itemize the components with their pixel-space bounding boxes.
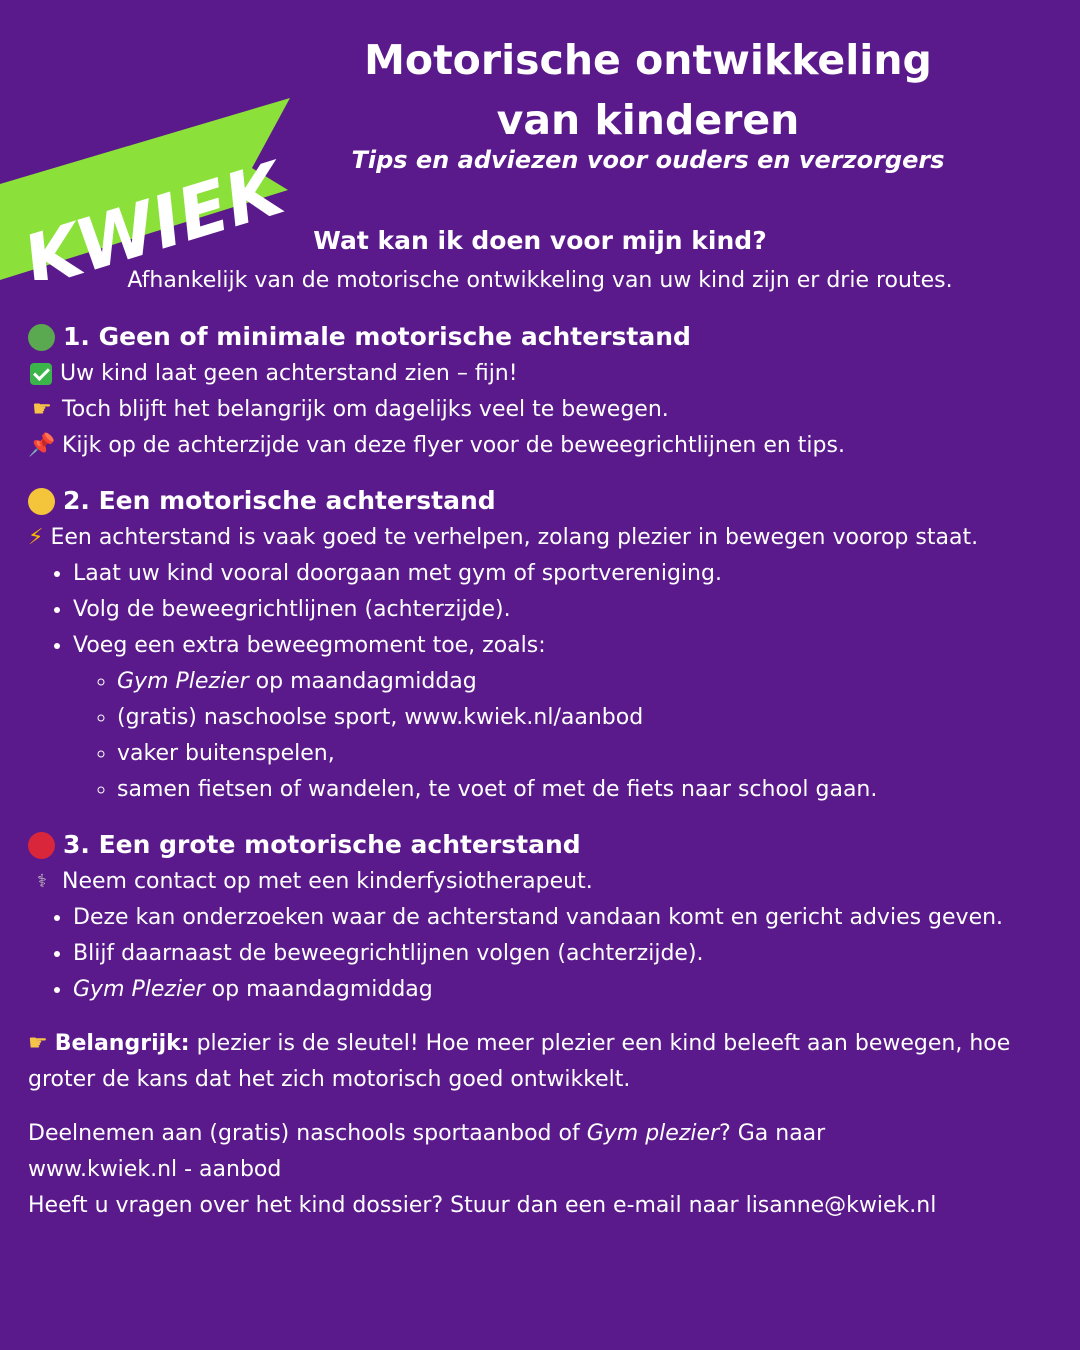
important-text: plezier is de sleutel! Hoe meer plezier een kind beleeft aan bewegen, hoe groter de kans dat het zich motorisch goed ontwikkelt. xyxy=(28,1031,1011,1092)
list-item xyxy=(73,628,1052,808)
section3-heading-text: 3. Een grote motorische achterstand xyxy=(63,830,581,859)
sub-list-item: ◦ (gratis) naschoolse sport, www.kwiek.nl/aanbod xyxy=(117,700,1052,736)
section3-list xyxy=(28,900,1052,1008)
section1-line xyxy=(28,428,1052,464)
footer-text: Deelnemen aan (gratis) naschools sportaanbod of xyxy=(28,1121,587,1146)
sub-list-item: ◦ samen fietsen of wandelen, te voet of met de fiets naar school gaan. xyxy=(117,772,1052,808)
logo-text: KWIEK xyxy=(14,146,292,280)
pointing-hand-icon: ☛ xyxy=(28,1031,48,1056)
section1-line xyxy=(28,392,1052,428)
list-item: • Volg de beweegrichtlijnen (achterzijde). xyxy=(73,592,1052,628)
lightning-icon: ⚡ xyxy=(28,525,44,550)
gym-plezier-name: Gym Plezier xyxy=(73,977,205,1002)
section1-line-text: Kijk op de achterzijde van deze flyer voor de beweegrichtlijnen en tips. xyxy=(62,433,845,458)
page-title: Motorische ontwikkeling van kinderen xyxy=(364,36,932,144)
question-heading: Wat kan ik doen voor mijn kind? xyxy=(313,226,767,255)
section1-heading-text: 1. Geen of minimale motorische achterstand xyxy=(63,322,691,351)
list-item: • Blijf daarnaast de beweegrichtlijnen volgen (achterzijde). xyxy=(73,936,1052,972)
section2-heading-text: 2. Een motorische achterstand xyxy=(63,486,496,515)
pointing-hand-icon: ☛ xyxy=(32,397,52,422)
footer-contact: Heeft u vragen over het kind dossier? Stuur dan een e-mail naar lisanne@kwiek.nl xyxy=(28,1193,937,1218)
list-item-text: Voeg een extra beweegmoment toe, zoals: xyxy=(73,633,546,658)
list-item: • Deze kan onderzoeken waar de achterstand vandaan komt en gericht advies geven. xyxy=(73,900,1052,936)
sub-list-item xyxy=(117,664,1052,700)
list-item xyxy=(73,972,1052,1008)
section3-intro xyxy=(28,864,1052,900)
green-circle-icon xyxy=(28,324,55,351)
stethoscope-icon: ⚕ xyxy=(37,871,47,892)
section3-heading xyxy=(28,826,1052,864)
section2-intro-text: Een achterstand is vaak goed te verhelpen, zolang plezier in bewegen voorop staat. xyxy=(50,525,979,550)
sub-list-item: ◦ vaker buitenspelen, xyxy=(117,736,1052,772)
section1-line-text: Toch blijft het belangrijk om dagelijks veel te bewegen. xyxy=(62,397,669,422)
section1-line xyxy=(28,356,1052,392)
main-content xyxy=(28,318,1052,1224)
question-intro: Afhankelijk van de motorische ontwikkeling van uw kind zijn er drie routes. xyxy=(127,268,953,293)
footer-link[interactable]: www.kwiek.nl - aanbod xyxy=(28,1157,282,1182)
footer-text: ? Ga naar xyxy=(719,1121,826,1146)
page-subtitle: Tips en adviezen voor ouders en verzorgers xyxy=(351,146,945,174)
section1-line-text: Uw kind laat geen achterstand zien – fijn! xyxy=(60,361,518,386)
important-note xyxy=(28,1026,1052,1098)
section2-sublist xyxy=(73,664,1052,808)
check-mark-icon xyxy=(30,363,52,385)
section3-intro-text: Neem contact op met een kinderfysiotherapeut. xyxy=(62,869,593,894)
list-item: • Laat uw kind vooral doorgaan met gym of sportvereniging. xyxy=(73,556,1052,592)
yellow-circle-icon xyxy=(28,488,55,515)
important-label: Belangrijk: xyxy=(54,1031,190,1056)
footer-line-1 xyxy=(28,1116,1052,1152)
gym-plezier-rest: op maandagmiddag xyxy=(204,977,433,1002)
gym-plezier-name: Gym Plezier xyxy=(117,669,249,694)
red-circle-icon xyxy=(28,832,55,859)
section2-heading xyxy=(28,482,1052,520)
gym-plezier-name: Gym plezier xyxy=(586,1121,720,1146)
gym-plezier-rest: op maandagmiddag xyxy=(248,669,477,694)
pushpin-icon: 📌 xyxy=(28,433,56,458)
section2-intro xyxy=(28,520,1052,556)
section1-heading xyxy=(28,318,1052,356)
section2-list xyxy=(28,556,1052,808)
